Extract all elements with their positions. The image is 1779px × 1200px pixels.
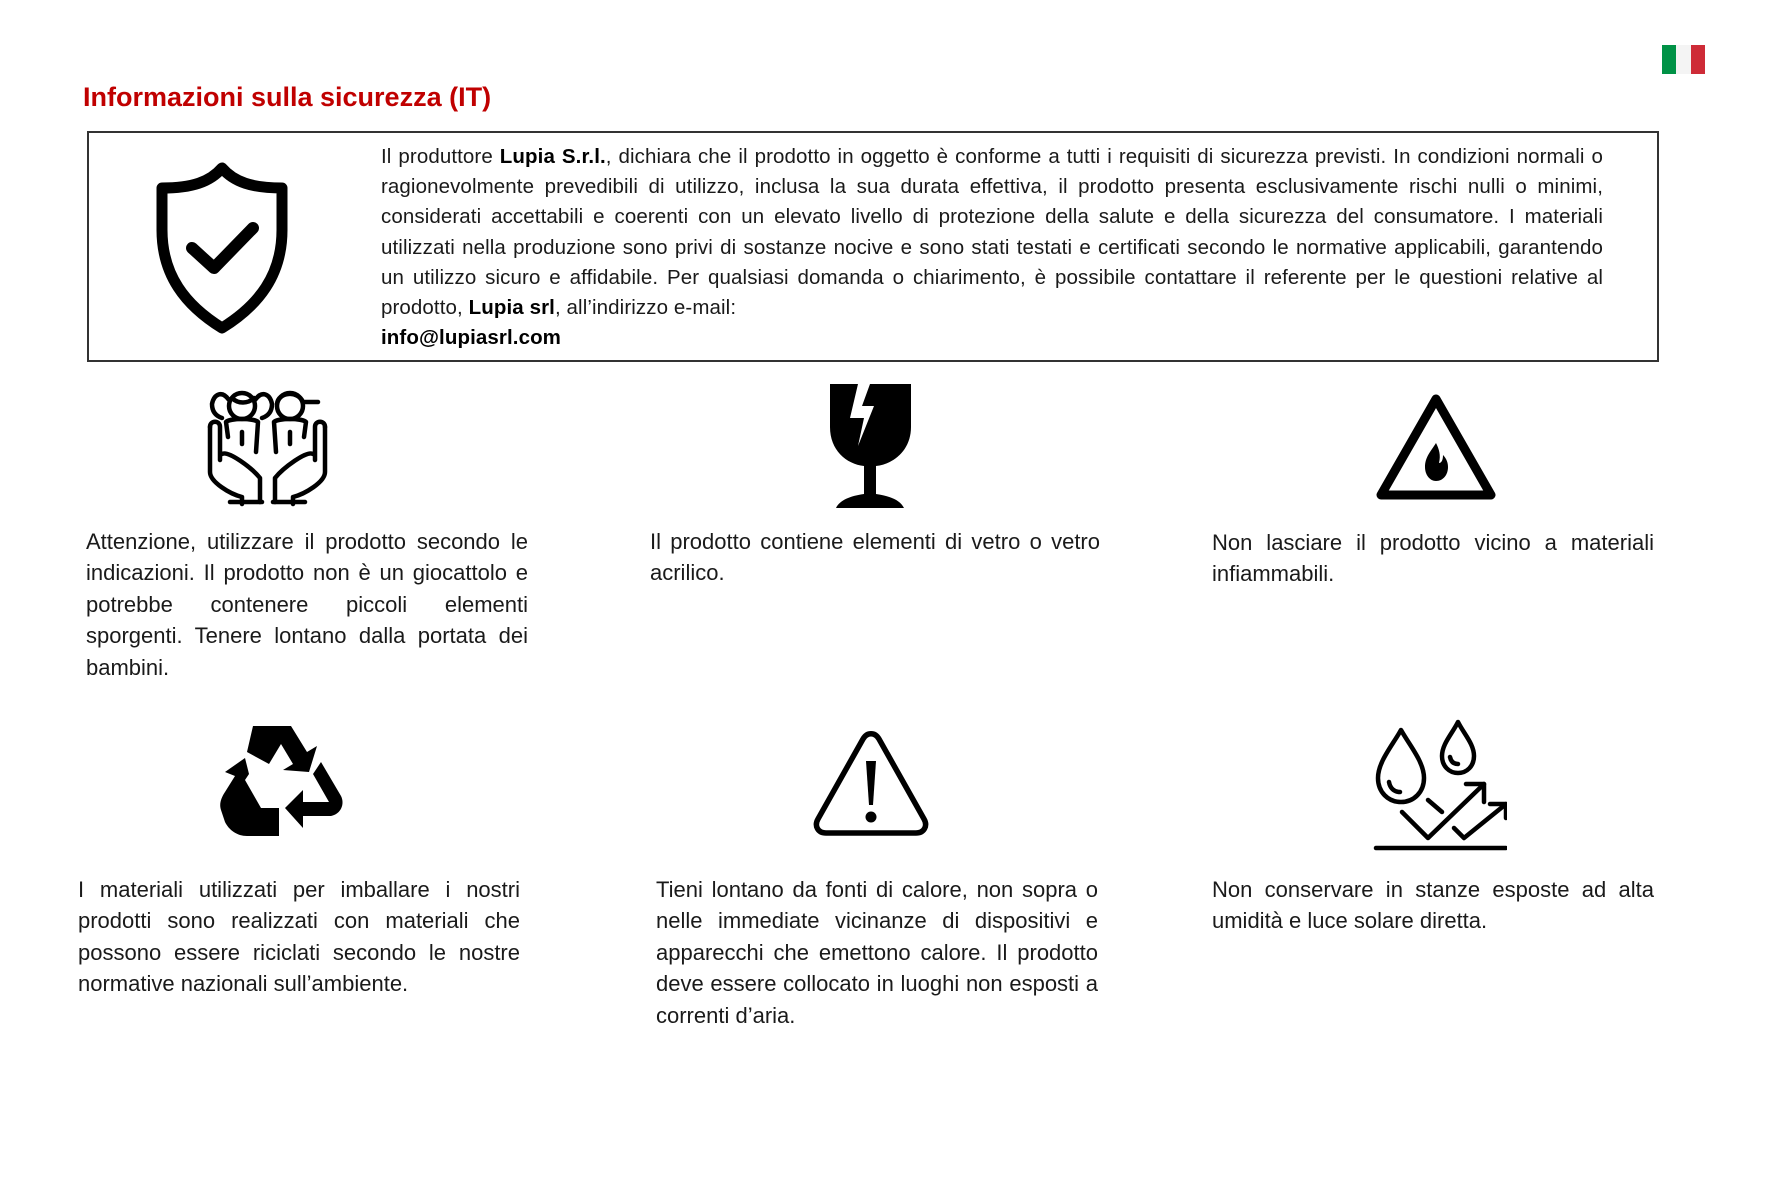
company-name: Lupia S.r.l. xyxy=(499,145,606,168)
warning-text-flammable: Non lasciare il prodotto vicino a materiali infiammabili. xyxy=(1212,530,1654,587)
contact-email[interactable]: info@lupiasrl.com xyxy=(381,326,562,350)
declaration-part2: , dichiara che il prodotto in oggetto è conforme a tutti i requisiti di sicurezza previsti. In condizioni normali o ragionevolmente prevedibili di utilizzo, inclusa la sua durata effettiva, il prodotto presenta esclusivamente rischi nulli o minimi, considerati accettabili e coerenti con un elevato livello di protezione della salute e della sicurezza del consumatore. I materiali utilizzati nella produzione sono privi di sostanze nocive e sono stati testati e certificati secondo le normative applicabili, garantendo un utilizzo sicuro e affidabile. Per qualsiasi domanda o chiarimento, è possibile contattare il referente per le questioni relative al prodotto, xyxy=(381,145,1603,320)
declaration-part3: , all’indirizzo e-mail: xyxy=(554,296,737,320)
warning-text-humidity: Non conservare in stanze esposte ad alta umidità e luce solare diretta. xyxy=(1212,877,1654,934)
declaration-text xyxy=(381,142,1603,353)
declaration-part1: Il produttore xyxy=(381,145,500,168)
shield-check-icon xyxy=(150,160,295,335)
flag-red-stripe xyxy=(1691,45,1705,74)
fragile-glass-icon xyxy=(828,382,913,510)
flammable-warning-icon xyxy=(1375,393,1497,501)
warning-text-children: Attenzione, utilizzare il prodotto secondo le indicazioni. Il prodotto non è un giocattolo e potrebbe contenere piccoli elementi sporgenti. Tenere lontano dalla portata dei bambini. xyxy=(86,529,528,680)
children-hands-icon xyxy=(200,382,335,507)
flag-white-stripe xyxy=(1676,45,1690,74)
humidity-icon xyxy=(1362,712,1507,852)
flag-green-stripe xyxy=(1662,45,1676,74)
warning-exclamation-icon xyxy=(810,727,932,839)
warning-text-recycle: I materiali utilizzati per imballare i nostri prodotti sono realizzati con materiali che possono essere riciclati secondo le nostre normative nazionali sull’ambiente. xyxy=(78,877,520,997)
warning-text-heat: Tieni lontano da fonti di calore, non sopra o nelle immediate vicinanze di dispositivi e apparecchi che emettono calore. Il prodotto deve essere collocato in luoghi non esposti a correnti d’aria. xyxy=(656,877,1098,1028)
italian-flag-icon xyxy=(1662,45,1705,74)
contact-name: Lupia srl xyxy=(468,296,555,320)
recycle-icon xyxy=(217,718,345,846)
warning-text-glass: Il prodotto contiene elementi di vetro o vetro acrilico. xyxy=(650,529,1100,586)
page-title: Informazioni sulla sicurezza (IT) xyxy=(83,82,492,112)
